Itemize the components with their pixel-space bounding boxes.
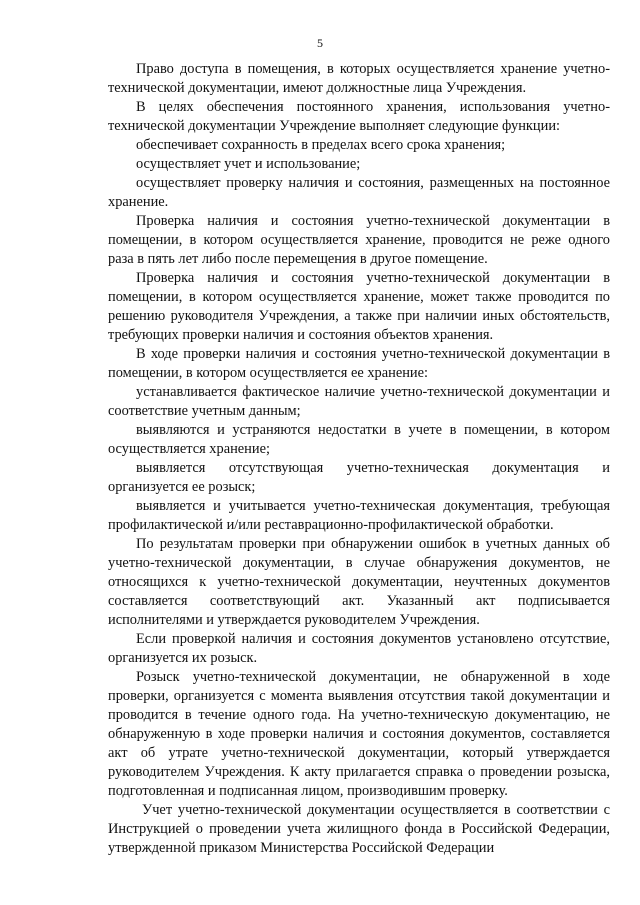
list-item-deficiencies: выявляются и устраняются недостатки в учете в помещении, в котором осуществляется хранение; (108, 422, 610, 457)
paragraph-inspection-decision: Проверка наличия и состояния учетно-технической документации в помещении, в котором осуществляется хранение, может также проводится по решению руководителя Учреждения, а также при наличии иных обстоятельств, требующих проверки наличия и состояния объектов хранения. (108, 270, 610, 343)
list-item-inspection: осуществляет проверку наличия и состояния, размещенных на постоянное хранение. (108, 175, 610, 210)
paragraph-search-procedure: Розыск учетно-технической документации, не обнаруженной в ходе проверки, организуется с момента выявления отсутствия такой документации и проводится в течение одного года. На учетно-техническую документацию, не обнаруженную в ходе проверки наличия и состояния документов, составляется акт об утрате учетно-технической документации, который утверждается руководителем Учреждения. К акту прилагается справка о проведении розыска, подготовленная и подписанная лицом, производившим проверку. (108, 669, 610, 799)
list-item-restoration: выявляется и учитывается учетно-техническая документация, требующая профилактической и/или реставрационно-профилактической обработки. (108, 498, 610, 533)
document-body (108, 60, 610, 858)
list-item-presence: устанавливается фактическое наличие учетно-технической документации и соответствие учетным данным; (108, 384, 610, 419)
list-item-accounting: осуществляет учет и использование; (136, 156, 361, 172)
page-number: 5 (317, 36, 323, 50)
paragraph-inspection-course: В ходе проверки наличия и состояния учетно-технической документации в помещении, в котором осуществляется ее хранение: (108, 346, 610, 381)
paragraph-functions-intro: В целях обеспечения постоянного хранения, использования учетно-технической документации Учреждение выполняет следующие функции: (108, 99, 610, 134)
list-item-safety: обеспечивает сохранность в пределах всего срока хранения; (136, 137, 506, 153)
list-item-missing: выявляется отсутствующая учетно-техническая документация и организуется ее розыск; (108, 460, 610, 495)
paragraph-search: Если проверкой наличия и состояния документов установлено отсутствие, организуется их розыск. (108, 631, 610, 666)
paragraph-act: По результатам проверки при обнаружении ошибок в учетных данных об учетно-технической документации, в случае обнаружения документов, не относящихся к учетно-технической документации, неучтенных документов составляется соответствующий акт. Указанный акт подписывается исполнителями и утверждается руководителем Учреждения. (108, 536, 610, 628)
paragraph-instruction: Учет учетно-технической документации осуществляется в соответствии с Инструкцией о проведении учета жилищного фонда в Российской Федерации, утвержденной приказом Министерства Российской Федерации (108, 802, 610, 856)
paragraph-access-rights: Право доступа в помещения, в которых осуществляется хранение учетно-технической документации, имеют должностные лица Учреждения. (108, 61, 610, 96)
paragraph-inspection-frequency: Проверка наличия и состояния учетно-технической документации в помещении, в котором осуществляется хранение, проводится не реже одного раза в пять лет либо после перемещения в другое помещение. (108, 213, 610, 267)
